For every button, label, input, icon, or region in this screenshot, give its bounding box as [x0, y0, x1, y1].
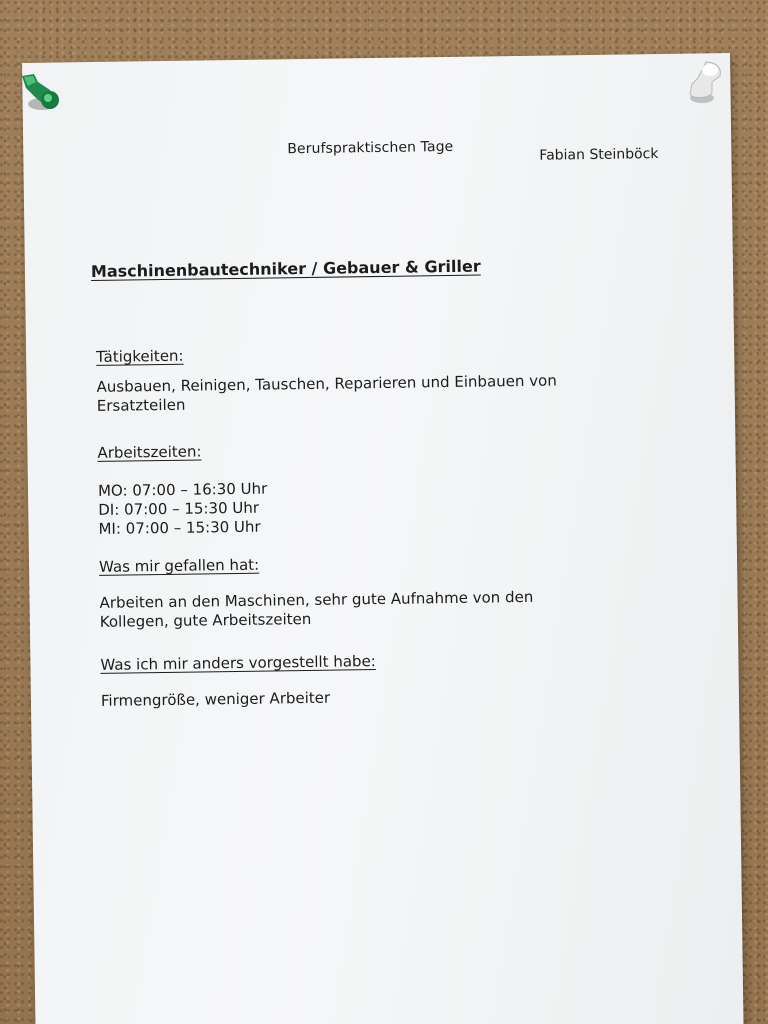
body-line: MO: 07:00 – 16:30 Uhr — [97, 479, 268, 500]
body-line: Arbeiten an den Maschinen, sehr gute Aufnahme von den — [99, 587, 534, 612]
body-line: Ersatzteilen — [96, 395, 186, 415]
header-left-text: Berufspraktischen Tage — [287, 138, 454, 158]
section-heading-taetigkeiten: Tätigkeiten: — [96, 346, 184, 366]
document-title: Maschinenbautechniker / Gebauer & Griller — [90, 256, 481, 281]
author-name: Fabian Steinböck — [539, 146, 659, 164]
section-heading-anders: Was ich mir anders vorgestellt habe: — [100, 652, 376, 674]
body-line: Ausbauen, Reinigen, Tauschen, Reparieren und Einbauen von — [96, 371, 557, 396]
white-pushpin-icon — [682, 58, 732, 110]
section-heading-arbeitszeiten: Arbeitszeiten: — [97, 442, 202, 462]
section-heading-gefallen: Was mir gefallen hat: — [98, 555, 260, 576]
section-body-arbeitszeiten — [98, 474, 659, 539]
section-body-gefallen — [99, 586, 659, 632]
body-line: DI: 07:00 – 15:30 Uhr — [98, 498, 260, 519]
section-body-taetigkeiten — [96, 370, 656, 416]
green-pushpin-icon — [12, 68, 64, 120]
section-body-anders — [101, 684, 661, 711]
body-line: Firmengröße, weniger Arbeiter — [100, 688, 331, 710]
paper-sheet — [22, 53, 744, 1024]
body-line: Kollegen, gute Arbeitszeiten — [99, 609, 312, 631]
body-line: MI: 07:00 – 15:30 Uhr — [98, 517, 261, 538]
